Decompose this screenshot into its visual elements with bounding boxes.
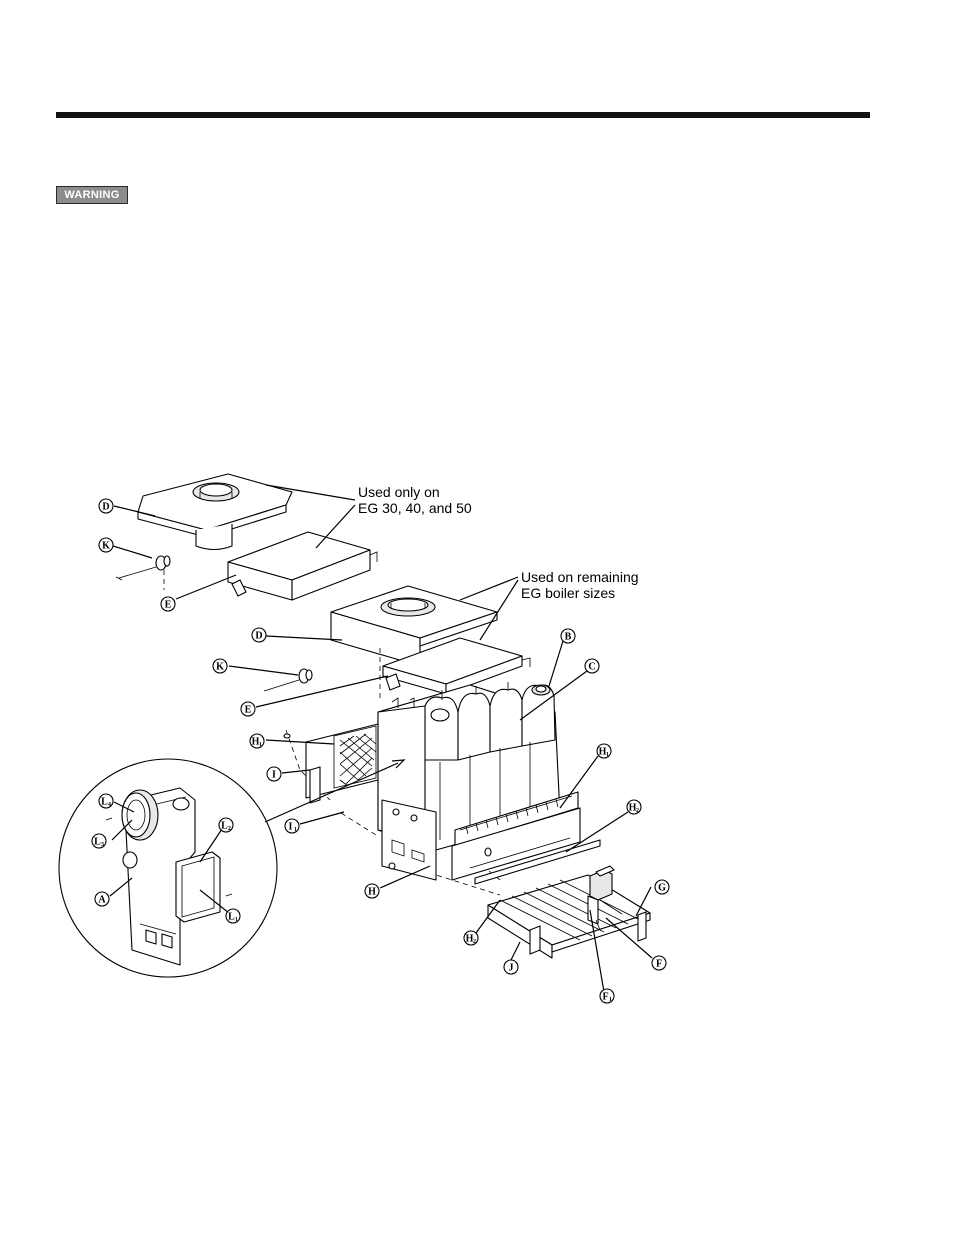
label-B [561, 629, 575, 643]
label-C [585, 659, 599, 673]
label-letter: H [251, 736, 260, 748]
label-letter: B [564, 631, 572, 643]
label-letter: D [102, 501, 110, 513]
label-letter: H [628, 802, 637, 814]
label-letter: H [598, 746, 607, 758]
label-I [267, 767, 281, 781]
label-A [95, 892, 109, 906]
label-subscript: 3 [101, 842, 104, 848]
label-letter: D [255, 630, 263, 642]
boiler-base [382, 800, 436, 880]
label-subscript: 1 [259, 742, 262, 748]
sight-cover-small [116, 556, 170, 580]
magnified-detail [59, 759, 404, 977]
burner-tray [488, 875, 650, 958]
label-letter: L [228, 911, 235, 923]
label-E [161, 597, 175, 611]
label-subscript: 1 [606, 752, 609, 758]
label-letter: H [368, 886, 376, 898]
label-letter: K [102, 540, 110, 552]
label-H1b [597, 744, 611, 758]
warning-badge: WARNING [56, 186, 128, 204]
label-letter: F [655, 958, 663, 970]
label-subscript: 1 [235, 917, 238, 923]
label-letter: I [272, 769, 276, 781]
label-H2b [464, 931, 478, 945]
label-letter: L [94, 836, 101, 848]
label-letter: H [465, 933, 474, 945]
label-letter: L [101, 796, 108, 808]
callout-top-line1: Used only on [358, 484, 440, 500]
sight-cover-large [264, 669, 312, 691]
label-D [99, 499, 113, 513]
label-letter: E [244, 704, 252, 716]
label-F1 [600, 989, 614, 1003]
label-letter: E [164, 599, 172, 611]
label-L1 [226, 909, 240, 923]
label-J [504, 960, 518, 974]
label-G [655, 880, 669, 894]
label-subscript: 2 [228, 826, 231, 832]
label-subscript: 2 [473, 939, 476, 945]
label-subscript: 4 [108, 802, 111, 808]
label-D2 [252, 628, 266, 642]
label-letter: L [221, 820, 228, 832]
callout-remaining-line1: Used on remaining [521, 569, 639, 585]
label-I1 [285, 819, 299, 833]
callout-remaining-line2: EG boiler sizes [521, 585, 616, 601]
label-letter: G [658, 882, 666, 894]
label-subscript: 1 [294, 827, 297, 833]
draft-hood-small [228, 532, 377, 600]
label-letter: I [288, 821, 293, 833]
label-H [365, 884, 379, 898]
label-K [99, 538, 113, 552]
label-letter: C [588, 661, 596, 673]
label-E2 [241, 702, 255, 716]
label-letter: A [98, 894, 106, 906]
label-L2 [219, 818, 233, 832]
rear-shield [284, 724, 378, 803]
label-letter: K [216, 661, 224, 673]
label-H2a [627, 800, 641, 814]
label-K2 [213, 659, 227, 673]
label-letter: F [602, 991, 609, 1003]
label-subscript: 1 [609, 997, 612, 1003]
label-H1a [250, 734, 264, 748]
label-subscript: 2 [636, 808, 639, 814]
label-L3 [92, 834, 106, 848]
label-L4 [99, 794, 113, 808]
callout-top-line2: EG 30, 40, and 50 [358, 500, 472, 516]
label-letter: J [508, 962, 514, 974]
label-F [652, 956, 666, 970]
